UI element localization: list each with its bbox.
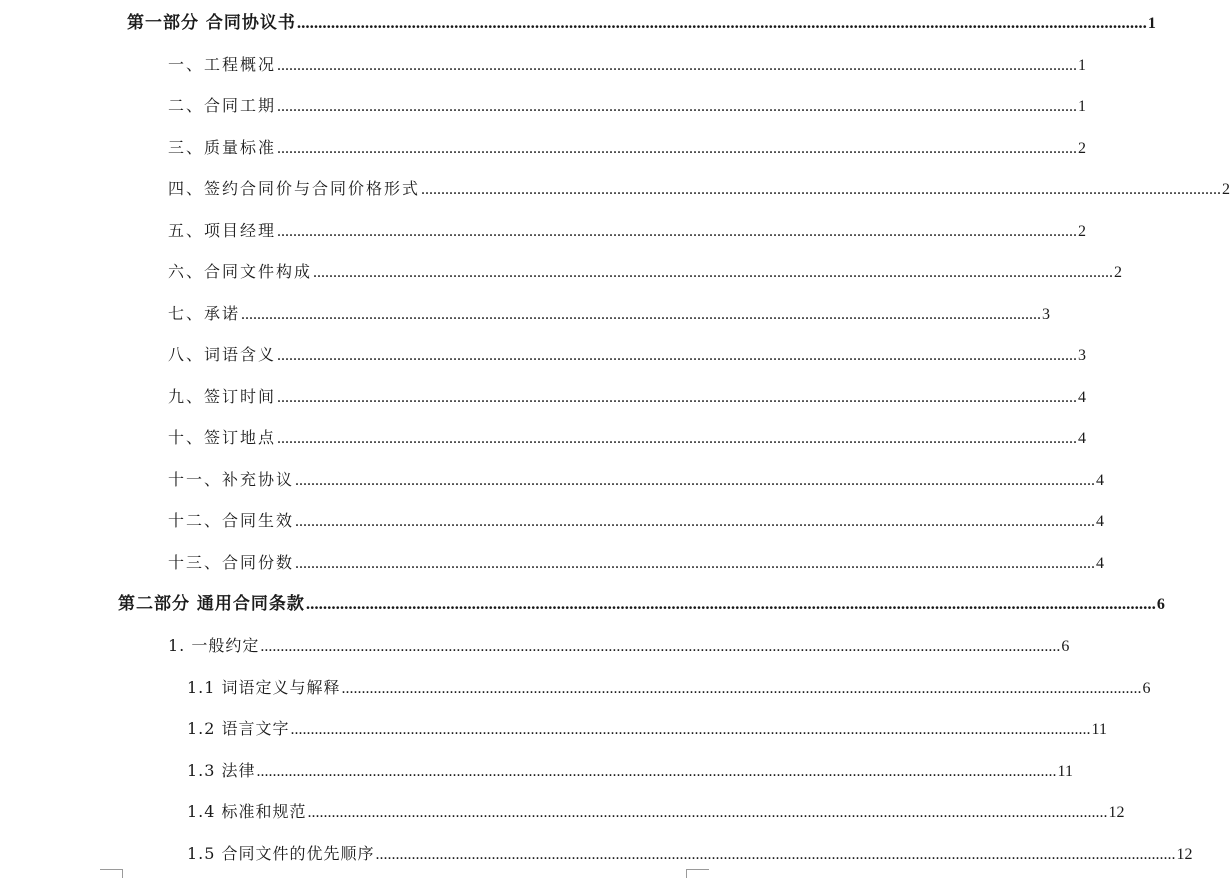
dot-leader: ........................................................................................................................................................................................................ xyxy=(307,804,1108,821)
toc-entry-label: 十二、合同生效 xyxy=(168,511,295,530)
dot-leader: ........................................................................................................................................................................................................ xyxy=(241,306,1042,323)
dot-leader: ........................................................................................................................................................................................................ xyxy=(277,57,1078,74)
toc-entry[interactable] xyxy=(187,718,1107,741)
toc-entry-page-number: 4 xyxy=(1078,389,1087,406)
toc-entry-label: 六、合同文件构成 xyxy=(168,262,313,281)
toc-entry-page-number: 1 xyxy=(1078,57,1087,74)
toc-entry[interactable] xyxy=(168,344,1087,367)
toc-entry-page-number: 11 xyxy=(1057,763,1073,780)
toc-entry-label: 十三、合同份数 xyxy=(168,553,295,572)
toc-entry-part-2[interactable] xyxy=(118,593,1165,616)
dot-leader: ........................................................................................................................................................................................................ xyxy=(341,680,1142,697)
toc-entry-page-number: 1 xyxy=(1078,98,1087,115)
dot-leader: ........................................................................................................................................................................................................ xyxy=(296,13,1147,32)
dot-leader: ........................................................................................................................................................................................................ xyxy=(305,594,1156,613)
dot-leader: ........................................................................................................................................................................................................ xyxy=(295,472,1096,489)
page-corner-mark-left xyxy=(100,869,123,878)
toc-entry-page-number: 4 xyxy=(1078,430,1087,447)
dot-leader: ........................................................................................................................................................................................................ xyxy=(295,555,1096,572)
toc-entry[interactable] xyxy=(187,801,1125,824)
dot-leader: ........................................................................................................................................................................................................ xyxy=(277,389,1078,406)
toc-entry-label: 五、项目经理 xyxy=(168,221,277,240)
toc-entry[interactable] xyxy=(168,95,1087,118)
dot-leader: ........................................................................................................................................................................................................ xyxy=(277,430,1078,447)
toc-entry[interactable] xyxy=(187,677,1151,700)
toc-entry-page-number: 3 xyxy=(1078,347,1087,364)
toc-entry-label: 第一部分 合同协议书 xyxy=(127,13,296,33)
toc-entry-label: 十、签订地点 xyxy=(168,428,277,447)
dot-leader: ........................................................................................................................................................................................................ xyxy=(277,98,1078,115)
toc-entry-label: 1.1 词语定义与解释 xyxy=(187,678,341,697)
toc-entry[interactable] xyxy=(168,469,1105,492)
toc-entry[interactable] xyxy=(168,178,1230,201)
toc-entry-page-number: 12 xyxy=(1108,804,1125,821)
toc-entry-label: 四、签约合同价与合同价格形式 xyxy=(168,179,421,198)
toc-entry-page-number: 3 xyxy=(1042,306,1051,323)
toc-entry[interactable] xyxy=(168,137,1087,160)
toc-entry-label: 1. 一般约定 xyxy=(168,636,260,655)
dot-leader: ........................................................................................................................................................................................................ xyxy=(313,264,1114,281)
toc-entry[interactable] xyxy=(168,386,1087,409)
toc-entry[interactable] xyxy=(187,760,1073,783)
toc-entry[interactable] xyxy=(168,303,1051,326)
toc-entry-label: 三、质量标准 xyxy=(168,138,277,157)
toc-entry-label: 十一、补充协议 xyxy=(168,470,295,489)
toc-entry[interactable] xyxy=(168,54,1087,77)
toc-entry-part-1[interactable] xyxy=(127,12,1156,35)
page-corner-mark-right xyxy=(686,869,709,878)
dot-leader: ........................................................................................................................................................................................................ xyxy=(375,846,1176,863)
dot-leader: ........................................................................................................................................................................................................ xyxy=(277,223,1078,240)
dot-leader: ........................................................................................................................................................................................................ xyxy=(277,347,1078,364)
toc-entry-label: 八、词语含义 xyxy=(168,345,277,364)
toc-entry-page-number: 11 xyxy=(1091,721,1107,738)
toc-entry-page-number: 2 xyxy=(1078,140,1087,157)
toc-entry-page-number: 4 xyxy=(1096,472,1105,489)
toc-entry-label: 一、工程概况 xyxy=(168,55,277,74)
toc-entry-label: 九、签订时间 xyxy=(168,387,277,406)
toc-entry[interactable] xyxy=(168,552,1105,575)
toc-entry-page-number: 6 xyxy=(1061,638,1070,655)
toc-entry-label: 七、承诺 xyxy=(168,304,241,323)
toc-entry-label: 二、合同工期 xyxy=(168,96,277,115)
toc-entry-page-number: 2 xyxy=(1222,181,1230,198)
toc-entry-label: 1.5 合同文件的优先顺序 xyxy=(187,844,375,863)
dot-leader: ........................................................................................................................................................................................................ xyxy=(290,721,1091,738)
toc-entry-page-number: 2 xyxy=(1114,264,1123,281)
toc-entry[interactable] xyxy=(168,510,1105,533)
dot-leader: ........................................................................................................................................................................................................ xyxy=(256,763,1057,780)
toc-entry-page-number: 12 xyxy=(1176,846,1193,863)
dot-leader: ........................................................................................................................................................................................................ xyxy=(260,638,1061,655)
toc-entry-page-number: 4 xyxy=(1096,555,1105,572)
toc-entry-page-number: 1 xyxy=(1147,15,1156,32)
toc-entry-page-number: 2 xyxy=(1078,223,1087,240)
dot-leader: ........................................................................................................................................................................................................ xyxy=(295,513,1096,530)
dot-leader: ........................................................................................................................................................................................................ xyxy=(421,181,1222,198)
toc-entry-label: 第二部分 通用合同条款 xyxy=(118,594,305,614)
toc-entry[interactable] xyxy=(187,843,1193,866)
toc-entry[interactable] xyxy=(168,261,1123,284)
toc-entry-label: 1.4 标准和规范 xyxy=(187,802,307,821)
toc-entry-label: 1.2 语言文字 xyxy=(187,719,290,738)
toc-entry-page-number: 6 xyxy=(1142,680,1151,697)
toc-entry-label: 1.3 法律 xyxy=(187,761,256,780)
toc-entry[interactable] xyxy=(168,427,1087,450)
toc-entry[interactable] xyxy=(168,220,1087,243)
toc-entry-page-number: 4 xyxy=(1096,513,1105,530)
toc-entry-page-number: 6 xyxy=(1156,596,1165,613)
toc-entry[interactable] xyxy=(168,635,1070,658)
dot-leader: ........................................................................................................................................................................................................ xyxy=(277,140,1078,157)
